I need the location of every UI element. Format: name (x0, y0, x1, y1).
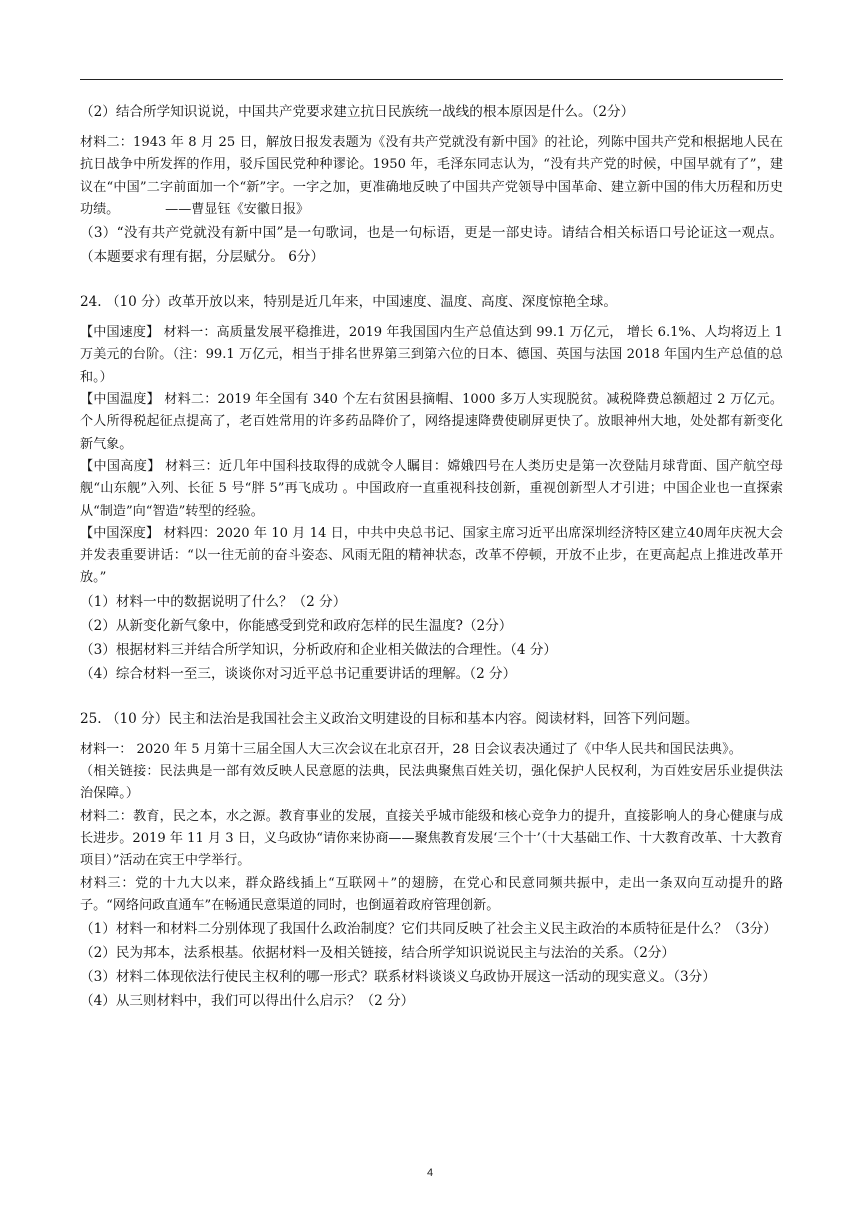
header-rule (80, 79, 783, 80)
q24-question-1: （1）材料一中的数据说明了什么？（2 分） (80, 593, 347, 610)
page-number: 4 (426, 1167, 434, 1179)
q24-material3: 【中国高度】 材料三：近几年中国科技取得的成就令人瞩目：嫦娥四号在人类历史是第一次登陆月球背面、国产航空母舰“山东舰”入列、长征 5 号“胖 5”再飞成功 。中国政府一直重视科技创新，重视创新型人才引进；中国企业也一直探索从“制造”向“智造”转型的经验。 (80, 458, 783, 519)
q24-question-2: （2）从新变化新气象中，你能感受到党和政府怎样的民生温度?（2分） (80, 617, 513, 634)
q23-part3: （3）“没有共产党就没有新中国”是一句歌词，也是一句标语，更是一部史诗。请结合相关标语口号论证这一观点。（本题要求有理有据，分层赋分。 6分） (80, 225, 783, 266)
q25-question-1: （1）材料一和材料二分别体现了我国什么政治制度？它们共同反映了社会主义民主政治的本质特征是什么？（3分） (80, 921, 777, 938)
q25-material1: 材料一： 2020 年 5 月第十三届全国人大三次会议在北京召开，28 日会议表决通过了《中华人民共和国民法典》。 (80, 741, 742, 757)
q24-material4: 【中国深度】 材料四：2020 年 10 月 14 日，中共中央总书记、国家主席习近平出席深圳经济特区建立40周年庆祝大会并发表重要讲话：“以一往无前的奋斗姿态、风雨无阻的精神状态，改革不停顿，开放不止步，在更高起点上推进改革开放。” (80, 525, 783, 586)
q25-related-link: （相关链接：民法典是一部有效反映人民意愿的法典，民法典聚焦百姓关切，强化保护人民权利，为百姓安居乐业提供法治保障。） (80, 764, 783, 802)
q25-question-2: （2）民为邦本，法系根基。依据材料一及相关链接，结合所学知识说说民主与法治的关系。（2分） (80, 945, 676, 962)
q25-material2: 材料二：教育，民之本，水之源。教育事业的发展，直接关乎城市能级和核心竞争力的提升，直接影响人的身心健康与成长进步。2019 年 11 月 3 日，义乌政协“请你来协商——聚焦教育发展‘三个十’（十大基础工作、十大教育改革、十大教育项目）”活动在宾王中学举行。 (80, 808, 783, 869)
q24-question-4: （4）综合材料一至三，谈谈你对习近平总书记重要讲话的理解。（2 分） (80, 665, 517, 682)
q25-question-4: （4）从三则材料中，我们可以得出什么启示？（2 分） (80, 993, 415, 1010)
q25-question-3: （3）材料二体现依法行使民主权利的哪一形式？联系材料谈谈义乌政协开展这一活动的现实意义。（3分） (80, 969, 716, 986)
q23-part2: （2）结合所学知识说说，中国共产党要求建立抗日民族统一战线的根本原因是什么。（2分） (80, 104, 635, 120)
q25-material3: 材料三：党的十九大以来，群众路线插上“互联网＋”的翅膀，在党心和民意同频共振中，走出一条双向互动提升的路子。“网络问政直通车”在畅通民意渠道的同时，也倒逼着政府管理创新。 (80, 875, 783, 913)
q24-question-3: （3）根据材料三并结合所学知识，分析政府和企业相关做法的合理性。（4 分） (80, 641, 558, 658)
q24-material1: 【中国速度】 材料一：高质量发展平稳推进，2019 年我国国内生产总值达到 99.1 万亿元， 增长 6.1%、人均将迈上 1 万美元的台阶。（注：99.1 万亿元，相当于排名世界第三到第六位的日本、德国、英国与法国 2018 年国内生产总值的总和。） (80, 325, 783, 385)
q24-material2: 【中国温度】 材料二：2019 年全国有 340 个左右贫困县摘帽、1000 多万人实现脱贫。减税降费总额超过 2 万亿元。个人所得税起征点提高了，老百姓常用的许多药品降价了，网络提速降费使刷屏更快了。放眼神州大地，处处都有新变化新气象。 (80, 392, 783, 452)
q23-material2: 材料二：1943 年 8 月 25 日，解放日报发表题为《没有共产党就没有新中国》的社论，列陈中国共产党和根据地人民在抗日战争中所发挥的作用，驳斥国民党种种谬论。1950 年，毛泽东同志认为，“没有共产党的时候，中国早就有了”，建议在“中国”二字前面加一个“新”字。一字之加，更准确地反映了中国共产党领导中国革命、建立新中国的伟大历程和历史功绩。 ——曹显钰《安徽日报》 (80, 135, 783, 217)
page-content (80, 100, 783, 1013)
q24-stem: 24. （10 分）改革开放以来，特别是近几年来，中国速度、温度、高度、深度惊艳全球。 (80, 294, 617, 311)
q25-stem: 25. （10 分）民主和法治是我国社会主义政治文明建设的目标和基本内容。阅读材料，回答下列问题。 (80, 710, 699, 727)
